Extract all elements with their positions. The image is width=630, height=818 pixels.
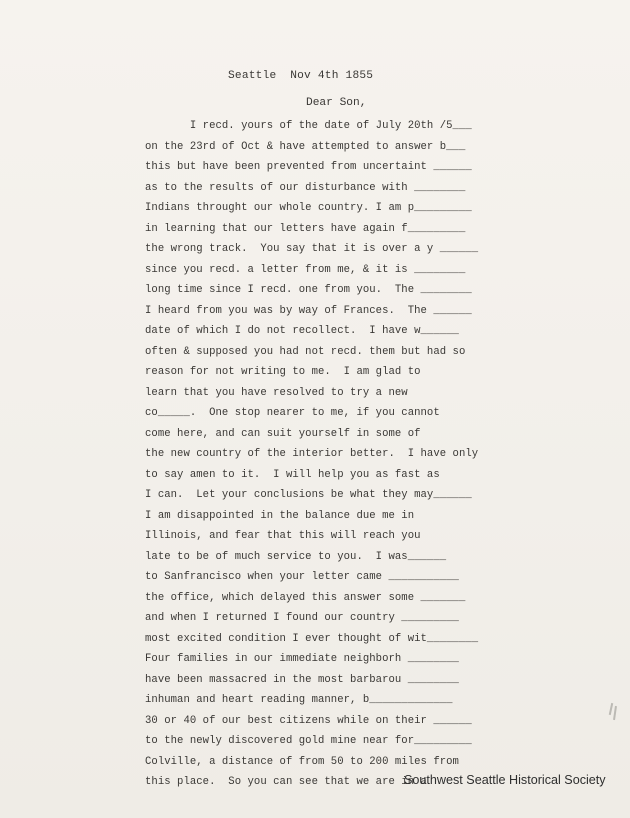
letter-line: Colville, a distance of from 50 to 200 miles from bbox=[145, 755, 459, 768]
credit-footer: Southwest Seattle Historical Society bbox=[404, 773, 606, 787]
letter-line: as to the results of our disturbance with ________ bbox=[145, 181, 466, 194]
letter-line: to Sanfrancisco when your letter came ___________ bbox=[145, 571, 459, 583]
letter-line: I am disappointed in the balance due me in bbox=[145, 509, 415, 522]
margin-mark bbox=[613, 706, 617, 720]
letter-line: I can. Let your conclusions be what they may______ bbox=[145, 489, 472, 501]
letter-line: and when I returned I found our country _________ bbox=[145, 612, 459, 624]
letter-line: 30 or 40 of our best citizens while on their ______ bbox=[145, 714, 472, 727]
letter-line: in learning that our letters have again f_________ bbox=[145, 222, 466, 235]
letter-line: the new country of the interior better. I have only bbox=[145, 448, 479, 460]
letter-line: the wrong track. You say that it is over a y ______ bbox=[145, 243, 479, 255]
letter-line: come here, and can suit yourself in some of bbox=[145, 427, 421, 440]
letter-heading: Seattle Nov 4th 1855 bbox=[228, 70, 374, 82]
letter-line: I heard from you was by way of Frances. The ______ bbox=[145, 304, 472, 317]
letter-line: Illinois, and fear that this will reach you bbox=[145, 530, 421, 542]
letter-line: this but have been prevented from uncertaint ______ bbox=[145, 161, 472, 173]
letter-line: this place. So you can see that we are in a bbox=[145, 776, 427, 788]
letter-line: late to be of much service to you. I was______ bbox=[145, 550, 447, 563]
letter-line: to the newly discovered gold mine near for_________ bbox=[145, 735, 472, 747]
letter-line: Four families in our immediate neighborh ________ bbox=[145, 653, 459, 665]
letter-line: since you recd. a letter from me, & it is ________ bbox=[145, 263, 466, 276]
letter-line: I recd. yours of the date of July 20th /5___ bbox=[145, 120, 472, 132]
letter-line: reason for not writing to me. I am glad to bbox=[145, 366, 421, 378]
letter-line: date of which I do not recollect. I have w______ bbox=[145, 325, 459, 337]
margin-mark bbox=[609, 703, 613, 715]
letter-line: have been massacred in the most barbarou ________ bbox=[145, 673, 459, 686]
letter-line: often & supposed you had not recd. them but had so bbox=[145, 345, 466, 358]
letter-line: inhuman and heart reading manner, b_____________ bbox=[145, 694, 453, 706]
letter-salutation: Dear Son, bbox=[306, 97, 367, 109]
letter-line: to say amen to it. I will help you as fast as bbox=[145, 468, 440, 481]
letter-line: learn that you have resolved to try a new bbox=[145, 386, 408, 399]
letter-line: co_____. One stop nearer to me, if you cannot bbox=[145, 407, 440, 419]
letter-body bbox=[145, 116, 478, 793]
letter-line: on the 23rd of Oct & have attempted to answer b___ bbox=[145, 140, 466, 153]
letter-line: most excited condition I ever thought of wit________ bbox=[145, 632, 479, 645]
letter-line: Indians throught our whole country. I am p_________ bbox=[145, 202, 472, 214]
letter-line: the office, which delayed this answer some _______ bbox=[145, 591, 466, 604]
letter-line: long time since I recd. one from you. The ________ bbox=[145, 284, 472, 296]
